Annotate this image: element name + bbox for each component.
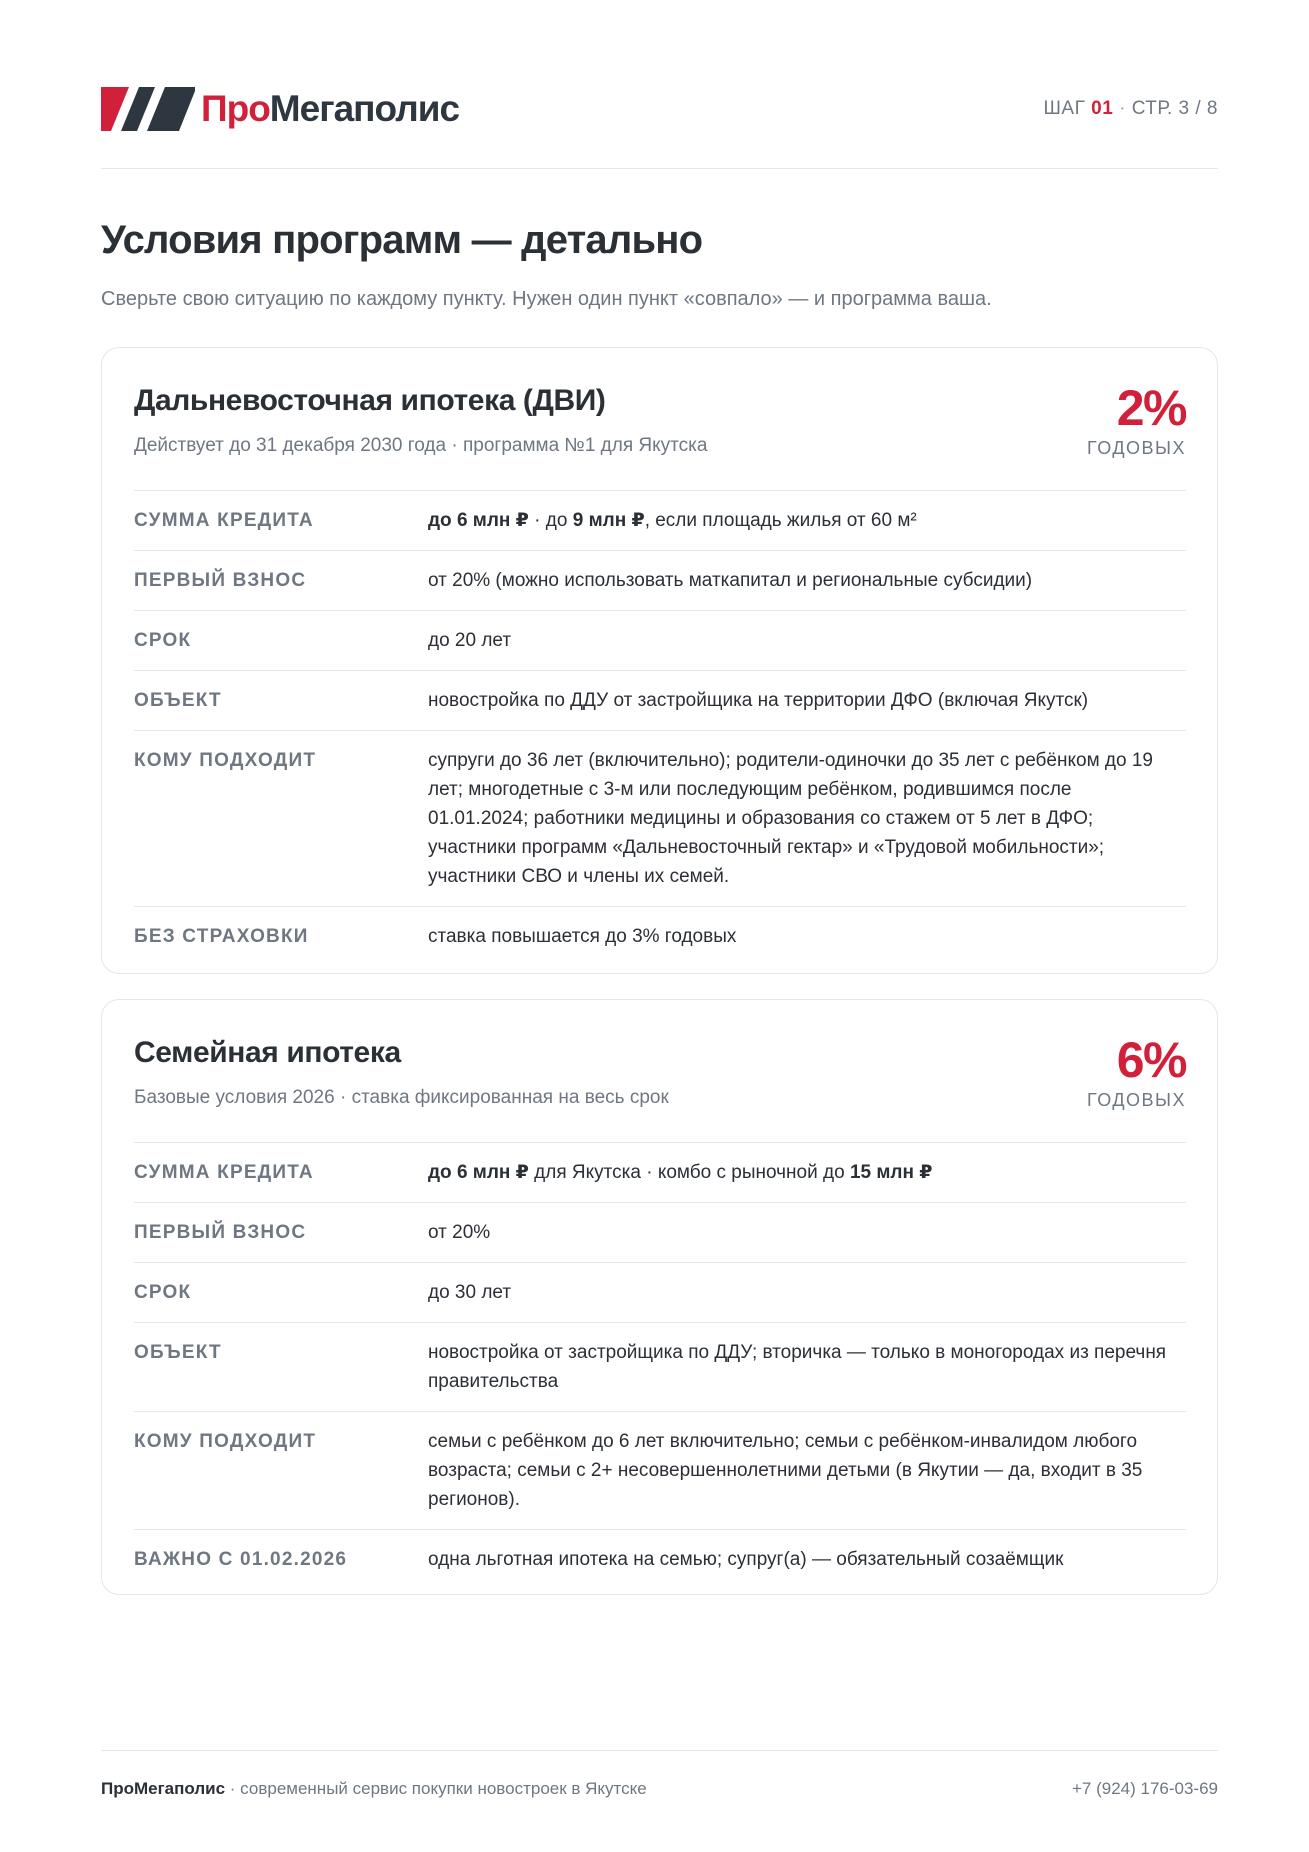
footer-brand-line — [101, 1779, 647, 1799]
amount-text: · до — [528, 510, 573, 531]
condition-label: ПЕРВЫЙ ВЗНОС — [134, 570, 307, 591]
condition-label: СРОК — [134, 1282, 192, 1303]
program-card-family — [101, 999, 1218, 1595]
logo-text — [201, 86, 459, 132]
condition-label: СРОК — [134, 630, 192, 651]
condition-row — [134, 1529, 1186, 1589]
condition-row — [134, 670, 1186, 730]
condition-value — [428, 506, 1186, 535]
page-counter: СТР. 3 / 8 — [1131, 98, 1218, 119]
program-rate — [1087, 1032, 1186, 1111]
logo-text-pro: Про — [201, 88, 270, 129]
page-subtitle: Сверьте свою ситуацию по каждому пункту. Нужен один пункт «совпало» — и программа ваша. — [101, 288, 992, 310]
condition-value: от 20% (можно использовать маткапитал и региональные субсидии) — [428, 570, 1033, 591]
condition-row — [134, 1411, 1186, 1529]
page — [101, 0, 1218, 1852]
step-separator: · — [1119, 98, 1126, 119]
conditions-table — [134, 1142, 1186, 1589]
program-subtitle: Базовые условия 2026 · ставка фиксированная на весь срок — [134, 1087, 669, 1108]
condition-value: новостройка по ДДУ от застройщика на территории ДФО (включая Якутск) — [428, 690, 1089, 711]
page-title: Условия программ — детально — [101, 218, 703, 262]
condition-label: КОМУ ПОДХОДИТ — [134, 1431, 317, 1452]
condition-row — [134, 490, 1186, 550]
condition-value: одна льготная ипотека на семью; супруг(а) — обязательный созаёмщик — [428, 1549, 1064, 1570]
footer-brand: ПроМегаполис — [101, 1779, 226, 1798]
rate-label: ГОДОВЫХ — [1087, 1090, 1186, 1110]
step-indicator — [1044, 98, 1219, 120]
header — [101, 86, 1218, 132]
condition-value: новостройка от застройщика по ДДУ; вторичка — только в моногородах из перечня правительства — [428, 1342, 1167, 1392]
condition-value: до 30 лет — [428, 1282, 512, 1303]
condition-label: СУММА КРЕДИТА — [134, 1162, 314, 1183]
condition-row — [134, 1262, 1186, 1322]
condition-value — [428, 1158, 1186, 1187]
condition-value: до 20 лет — [428, 630, 512, 651]
amount-bold: 15 млн ₽ — [849, 1162, 933, 1183]
amount-bold: 9 млн ₽ — [572, 510, 645, 531]
program-card-dvi — [101, 347, 1218, 974]
rate-value: 2% — [1116, 380, 1186, 436]
condition-label: ВАЖНО С 01.02.2026 — [134, 1549, 348, 1570]
program-subtitle: Действует до 31 декабря 2030 года · программа №1 для Якутска — [134, 435, 708, 456]
logo-mark-icon — [101, 87, 195, 131]
logo-text-megapolis: Мегаполис — [269, 88, 460, 129]
condition-label: ОБЪЕКТ — [134, 1342, 222, 1363]
program-name: Семейная ипотека — [134, 1036, 401, 1069]
step-number: 01 — [1091, 98, 1114, 119]
footer-divider — [101, 1750, 1218, 1751]
rate-value: 6% — [1116, 1032, 1186, 1088]
condition-label: ПЕРВЫЙ ВЗНОС — [134, 1222, 307, 1243]
condition-value: от 20% — [428, 1222, 491, 1243]
condition-label: ОБЪЕКТ — [134, 690, 222, 711]
header-divider — [101, 168, 1218, 169]
conditions-table — [134, 490, 1186, 966]
footer-tagline: · современный сервис покупки новостроек в Якутске — [225, 1779, 647, 1798]
condition-value: семьи с ребёнком до 6 лет включительно; семьи с ребёнком-инвалидом любого возраста; семьи с 2+ несовершеннолетними детьми (в Якутии — да, входит в 35 регионов). — [428, 1431, 1143, 1510]
rate-label: ГОДОВЫХ — [1087, 438, 1186, 458]
condition-value: супруги до 36 лет (включительно); родители-одиночки до 35 лет с ребёнком до 19 лет; многодетные с 3-м или последующим ребёнком, родившимся после 01.01.2024; работники медицины и образования со стажем от 5 лет в ДФО; участники программ «Дальневосточный гектар» и «Трудовой мобильности»; участники СВО и члены их семей. — [428, 750, 1153, 887]
amount-text: , если площадь жилья от 60 м² — [644, 510, 917, 531]
step-prefix: ШАГ — [1043, 98, 1086, 119]
condition-label: КОМУ ПОДХОДИТ — [134, 750, 317, 771]
program-rate — [1087, 380, 1186, 459]
footer-phone[interactable]: +7 (924) 176-03-69 — [1071, 1779, 1218, 1798]
condition-row — [134, 1322, 1186, 1411]
condition-row — [134, 1202, 1186, 1262]
condition-row — [134, 1142, 1186, 1202]
condition-row — [134, 550, 1186, 610]
logo[interactable] — [101, 86, 459, 132]
condition-row — [134, 730, 1186, 906]
condition-row — [134, 906, 1186, 966]
program-name: Дальневосточная ипотека (ДВИ) — [134, 384, 606, 417]
amount-bold: до 6 млн ₽ — [428, 510, 529, 531]
amount-bold: до 6 млн ₽ — [428, 1162, 529, 1183]
condition-label: СУММА КРЕДИТА — [134, 510, 314, 531]
condition-label: БЕЗ СТРАХОВКИ — [134, 926, 309, 947]
condition-row — [134, 610, 1186, 670]
amount-text: для Якутска · комбо с рыночной до — [528, 1162, 850, 1183]
condition-value: ставка повышается до 3% годовых — [428, 926, 737, 947]
